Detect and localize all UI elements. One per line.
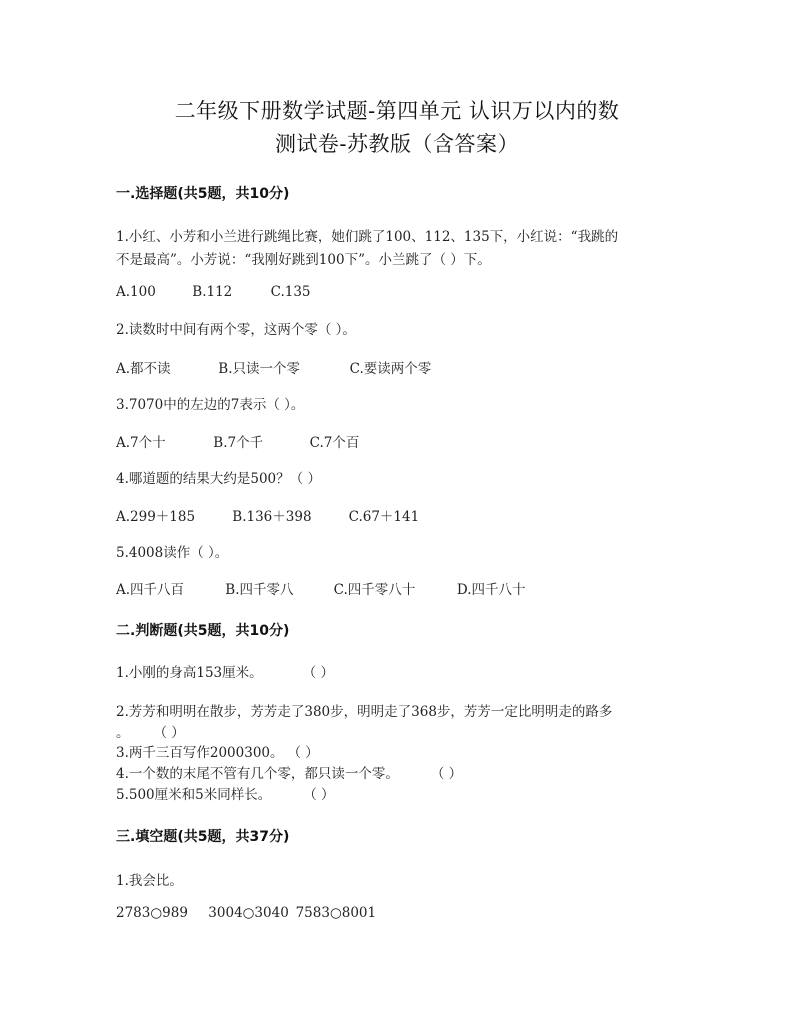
option-c: C.67＋141	[348, 509, 420, 525]
question-4-text: 4.哪道题的结果大约是500？（ ）	[116, 471, 321, 487]
answer-blank: （ ）	[430, 766, 463, 782]
judgement-2-punct: 。	[116, 725, 130, 741]
fill-1-comparisons	[116, 905, 376, 921]
answer-blank: （ ）	[302, 665, 334, 681]
question-5-text: 5.4008读作（ ）。	[116, 545, 229, 561]
judgement-3	[116, 741, 319, 761]
option-a: A.299＋185	[116, 509, 196, 525]
question-1-options	[116, 284, 311, 300]
question-1-line-1: 1.小红、小芳和小兰进行跳绳比赛，她们跳了100、112、135下，小红说：“我跳的	[116, 229, 619, 245]
option-a: A.都不读	[116, 361, 171, 377]
question-2-options	[116, 357, 431, 377]
option-b: B.四千零八	[225, 582, 294, 598]
judgement-5-text: 5.500厘米和5米同样长。	[116, 787, 272, 803]
judgement-1-text: 1.小刚的身高153厘米。	[116, 665, 263, 681]
judgement-4	[116, 762, 462, 782]
judgement-5	[116, 783, 335, 803]
doc-title-line-2: 测试卷-苏教版（含答案）	[274, 132, 520, 156]
section-heading-fill-in: 三.填空题(共5题，共37分)	[116, 829, 290, 845]
question-3-text: 3.7070中的左边的7表示（ ）。	[116, 397, 305, 413]
judgement-4-text: 4.一个数的末尾不管有几个零，都只读一个零。	[116, 766, 399, 782]
option-b: B.136＋398	[232, 509, 312, 525]
option-c: C.四千零八十	[333, 582, 416, 598]
judgement-2-line-1: 2.芳芳和明明在散步，芳芳走了380步，明明走了368步，芳芳一定比明明走的路多	[116, 704, 613, 720]
question-3-options	[116, 431, 359, 451]
answer-blank: （ ）	[153, 725, 185, 741]
answer-blank: （ ）	[303, 787, 335, 803]
option-b: B.7个千	[213, 435, 264, 451]
judgement-2-line-2	[116, 721, 185, 741]
option-d: D.四千八十	[456, 582, 526, 598]
option-a: A.100	[116, 284, 156, 300]
question-1-line-2: 不是最高”。小芳说：“我刚好跳到100下”。小兰跳了（ ）下。	[116, 252, 491, 268]
compare-item: 2783○989	[116, 905, 188, 921]
fill-1-text: 1.我会比。	[116, 873, 183, 889]
question-2-text: 2.读数时中间有两个零，这两个零（ ）。	[116, 322, 356, 338]
option-a: A.7个十	[116, 435, 166, 451]
judgement-3-text: 3.两千三百写作2000300。	[116, 745, 284, 761]
question-5-options	[116, 578, 526, 598]
option-b: B.112	[192, 284, 233, 300]
compare-item: 7583○8001	[295, 905, 377, 921]
judgement-1	[116, 661, 334, 681]
option-b: B.只读一个零	[218, 361, 301, 377]
compare-item: 3004○3040	[208, 905, 289, 921]
doc-title-line-1: 二年级下册数学试题-第四单元 认识万以内的数	[174, 99, 620, 123]
option-c: C.7个百	[309, 435, 360, 451]
option-c: C.要读两个零	[349, 361, 432, 377]
section-heading-choice: 一.选择题(共5题，共10分)	[116, 186, 290, 202]
question-4-options	[116, 505, 419, 525]
section-heading-judgement: 二.判断题(共5题，共10分)	[116, 623, 290, 639]
option-a: A.四千八百	[116, 582, 185, 598]
option-c: C.135	[270, 284, 311, 300]
answer-blank: （ ）	[287, 745, 319, 761]
